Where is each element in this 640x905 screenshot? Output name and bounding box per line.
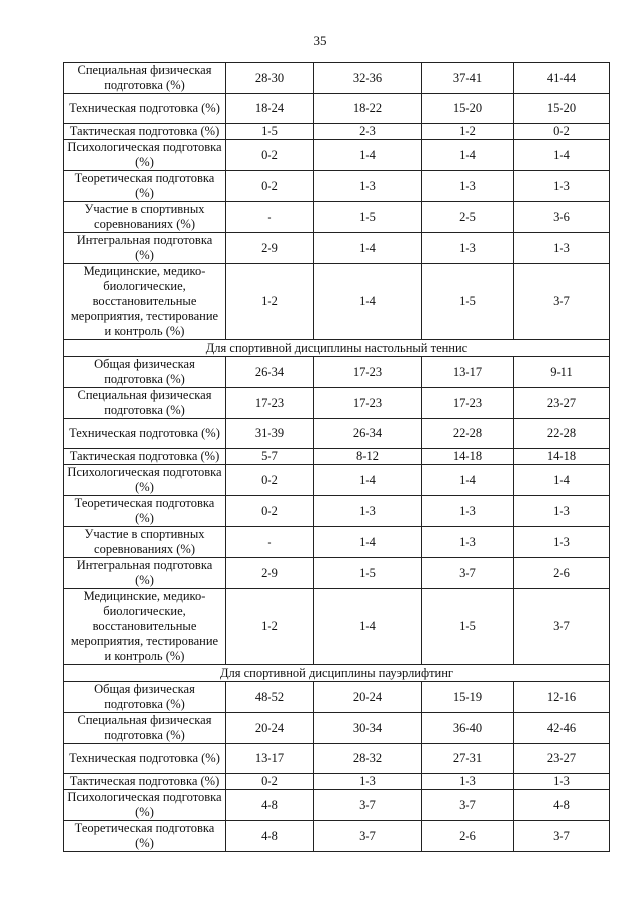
row-label: Медицинские, медико-биологические, восстановительные мероприятия, тестирование и контроль (%) bbox=[64, 264, 226, 340]
value-cell: 1-2 bbox=[226, 589, 314, 665]
value-cell: 0-2 bbox=[226, 171, 314, 202]
table-row bbox=[64, 774, 610, 790]
table-row bbox=[64, 63, 610, 94]
table-row bbox=[64, 357, 610, 388]
value-cell: 1-4 bbox=[422, 465, 514, 496]
value-cell: 0-2 bbox=[226, 465, 314, 496]
value-cell: 9-11 bbox=[514, 357, 610, 388]
value-cell: 23-27 bbox=[514, 744, 610, 774]
value-cell: 1-5 bbox=[422, 264, 514, 340]
row-label: Интегральная подготовка (%) bbox=[64, 558, 226, 589]
value-cell: 1-5 bbox=[314, 202, 422, 233]
table-row bbox=[64, 744, 610, 774]
value-cell: 1-3 bbox=[514, 496, 610, 527]
table-row bbox=[64, 790, 610, 821]
value-cell: 1-3 bbox=[514, 774, 610, 790]
row-label: Специальная физическая подготовка (%) bbox=[64, 388, 226, 419]
value-cell: 1-5 bbox=[422, 589, 514, 665]
value-cell: 0-2 bbox=[226, 140, 314, 171]
table-row bbox=[64, 94, 610, 124]
row-label: Теоретическая подготовка (%) bbox=[64, 821, 226, 852]
value-cell: 28-30 bbox=[226, 63, 314, 94]
value-cell: 1-4 bbox=[314, 140, 422, 171]
value-cell: 3-7 bbox=[422, 558, 514, 589]
value-cell: 22-28 bbox=[514, 419, 610, 449]
value-cell: 4-8 bbox=[514, 790, 610, 821]
value-cell: 1-3 bbox=[422, 527, 514, 558]
value-cell: 26-34 bbox=[314, 419, 422, 449]
value-cell: 41-44 bbox=[514, 63, 610, 94]
value-cell: 13-17 bbox=[422, 357, 514, 388]
row-label: Интегральная подготовка (%) bbox=[64, 233, 226, 264]
value-cell: 2-9 bbox=[226, 233, 314, 264]
value-cell: 42-46 bbox=[514, 713, 610, 744]
value-cell: 22-28 bbox=[422, 419, 514, 449]
table-row bbox=[64, 124, 610, 140]
value-cell: 1-3 bbox=[422, 233, 514, 264]
table-row bbox=[64, 496, 610, 527]
value-cell: 1-3 bbox=[314, 496, 422, 527]
value-cell: 13-17 bbox=[226, 744, 314, 774]
value-cell: 4-8 bbox=[226, 790, 314, 821]
value-cell: 23-27 bbox=[514, 388, 610, 419]
value-cell: 0-2 bbox=[226, 496, 314, 527]
row-label: Техническая подготовка (%) bbox=[64, 419, 226, 449]
value-cell: 17-23 bbox=[314, 357, 422, 388]
row-label: Тактическая подготовка (%) bbox=[64, 124, 226, 140]
value-cell: 30-34 bbox=[314, 713, 422, 744]
value-cell: 1-5 bbox=[314, 558, 422, 589]
table-row bbox=[64, 713, 610, 744]
table-row bbox=[64, 558, 610, 589]
value-cell: 3-7 bbox=[314, 790, 422, 821]
value-cell: 3-7 bbox=[514, 589, 610, 665]
value-cell: 3-7 bbox=[514, 821, 610, 852]
row-label: Психологическая подготовка (%) bbox=[64, 465, 226, 496]
table-row bbox=[64, 589, 610, 665]
value-cell: 20-24 bbox=[226, 713, 314, 744]
value-cell: 3-7 bbox=[422, 790, 514, 821]
row-label: Участие в спортивных соревнованиях (%) bbox=[64, 202, 226, 233]
value-cell: 1-4 bbox=[314, 589, 422, 665]
value-cell: 1-2 bbox=[226, 264, 314, 340]
row-label: Психологическая подготовка (%) bbox=[64, 790, 226, 821]
value-cell: 15-20 bbox=[422, 94, 514, 124]
value-cell: 18-22 bbox=[314, 94, 422, 124]
value-cell: 15-20 bbox=[514, 94, 610, 124]
value-cell: 36-40 bbox=[422, 713, 514, 744]
table-row bbox=[64, 449, 610, 465]
value-cell: 3-7 bbox=[514, 264, 610, 340]
value-cell: 26-34 bbox=[226, 357, 314, 388]
value-cell: 17-23 bbox=[314, 388, 422, 419]
value-cell: 37-41 bbox=[422, 63, 514, 94]
row-label: Участие в спортивных соревнованиях (%) bbox=[64, 527, 226, 558]
value-cell: 1-4 bbox=[314, 233, 422, 264]
table-row bbox=[64, 264, 610, 340]
value-cell: 1-2 bbox=[422, 124, 514, 140]
value-cell: 12-16 bbox=[514, 682, 610, 713]
value-cell: 1-3 bbox=[514, 171, 610, 202]
value-cell: 27-31 bbox=[422, 744, 514, 774]
value-cell: 2-6 bbox=[422, 821, 514, 852]
training-ratio-table bbox=[63, 62, 610, 852]
row-label: Техническая подготовка (%) bbox=[64, 94, 226, 124]
row-label: Тактическая подготовка (%) bbox=[64, 774, 226, 790]
table-row bbox=[64, 171, 610, 202]
value-cell: 0-2 bbox=[226, 774, 314, 790]
row-label: Общая физическая подготовка (%) bbox=[64, 682, 226, 713]
value-cell: 1-3 bbox=[422, 171, 514, 202]
value-cell: 1-4 bbox=[514, 465, 610, 496]
value-cell: 3-7 bbox=[314, 821, 422, 852]
value-cell: 1-4 bbox=[422, 140, 514, 171]
value-cell: 17-23 bbox=[422, 388, 514, 419]
value-cell: 15-19 bbox=[422, 682, 514, 713]
value-cell: 1-4 bbox=[514, 140, 610, 171]
value-cell: 1-5 bbox=[226, 124, 314, 140]
value-cell: 1-4 bbox=[314, 264, 422, 340]
row-label: Медицинские, медико-биологические, восстановительные мероприятия, тестирование и контроль (%) bbox=[64, 589, 226, 665]
value-cell: 31-39 bbox=[226, 419, 314, 449]
value-cell: 0-2 bbox=[514, 124, 610, 140]
value-cell: 8-12 bbox=[314, 449, 422, 465]
table-row bbox=[64, 140, 610, 171]
row-label: Теоретическая подготовка (%) bbox=[64, 496, 226, 527]
section-title: Для спортивной дисциплины настольный теннис bbox=[64, 340, 610, 357]
value-cell: 2-9 bbox=[226, 558, 314, 589]
page-number: 35 bbox=[313, 33, 327, 48]
table-row bbox=[64, 202, 610, 233]
value-cell: 3-6 bbox=[514, 202, 610, 233]
table-row bbox=[64, 465, 610, 496]
value-cell: - bbox=[226, 202, 314, 233]
row-label: Общая физическая подготовка (%) bbox=[64, 357, 226, 388]
value-cell: 1-4 bbox=[314, 527, 422, 558]
value-cell: 28-32 bbox=[314, 744, 422, 774]
section-row bbox=[64, 665, 610, 682]
value-cell: 32-36 bbox=[314, 63, 422, 94]
value-cell: 1-3 bbox=[422, 496, 514, 527]
table-body bbox=[64, 63, 610, 852]
section-title: Для спортивной дисциплины пауэрлифтинг bbox=[64, 665, 610, 682]
value-cell: - bbox=[226, 527, 314, 558]
value-cell: 48-52 bbox=[226, 682, 314, 713]
value-cell: 20-24 bbox=[314, 682, 422, 713]
table-row bbox=[64, 682, 610, 713]
table-row bbox=[64, 388, 610, 419]
value-cell: 18-24 bbox=[226, 94, 314, 124]
value-cell: 17-23 bbox=[226, 388, 314, 419]
section-row bbox=[64, 340, 610, 357]
value-cell: 1-3 bbox=[422, 774, 514, 790]
value-cell: 4-8 bbox=[226, 821, 314, 852]
table-row bbox=[64, 821, 610, 852]
value-cell: 1-3 bbox=[314, 774, 422, 790]
value-cell: 1-3 bbox=[514, 233, 610, 264]
row-label: Техническая подготовка (%) bbox=[64, 744, 226, 774]
row-label: Психологическая подготовка (%) bbox=[64, 140, 226, 171]
value-cell: 1-4 bbox=[314, 465, 422, 496]
value-cell: 1-3 bbox=[314, 171, 422, 202]
value-cell: 2-5 bbox=[422, 202, 514, 233]
table-row bbox=[64, 527, 610, 558]
table-row bbox=[64, 233, 610, 264]
value-cell: 2-3 bbox=[314, 124, 422, 140]
row-label: Специальная физическая подготовка (%) bbox=[64, 63, 226, 94]
value-cell: 14-18 bbox=[514, 449, 610, 465]
value-cell: 1-3 bbox=[514, 527, 610, 558]
value-cell: 2-6 bbox=[514, 558, 610, 589]
row-label: Специальная физическая подготовка (%) bbox=[64, 713, 226, 744]
value-cell: 5-7 bbox=[226, 449, 314, 465]
value-cell: 14-18 bbox=[422, 449, 514, 465]
table-row bbox=[64, 419, 610, 449]
row-label: Теоретическая подготовка (%) bbox=[64, 171, 226, 202]
row-label: Тактическая подготовка (%) bbox=[64, 449, 226, 465]
